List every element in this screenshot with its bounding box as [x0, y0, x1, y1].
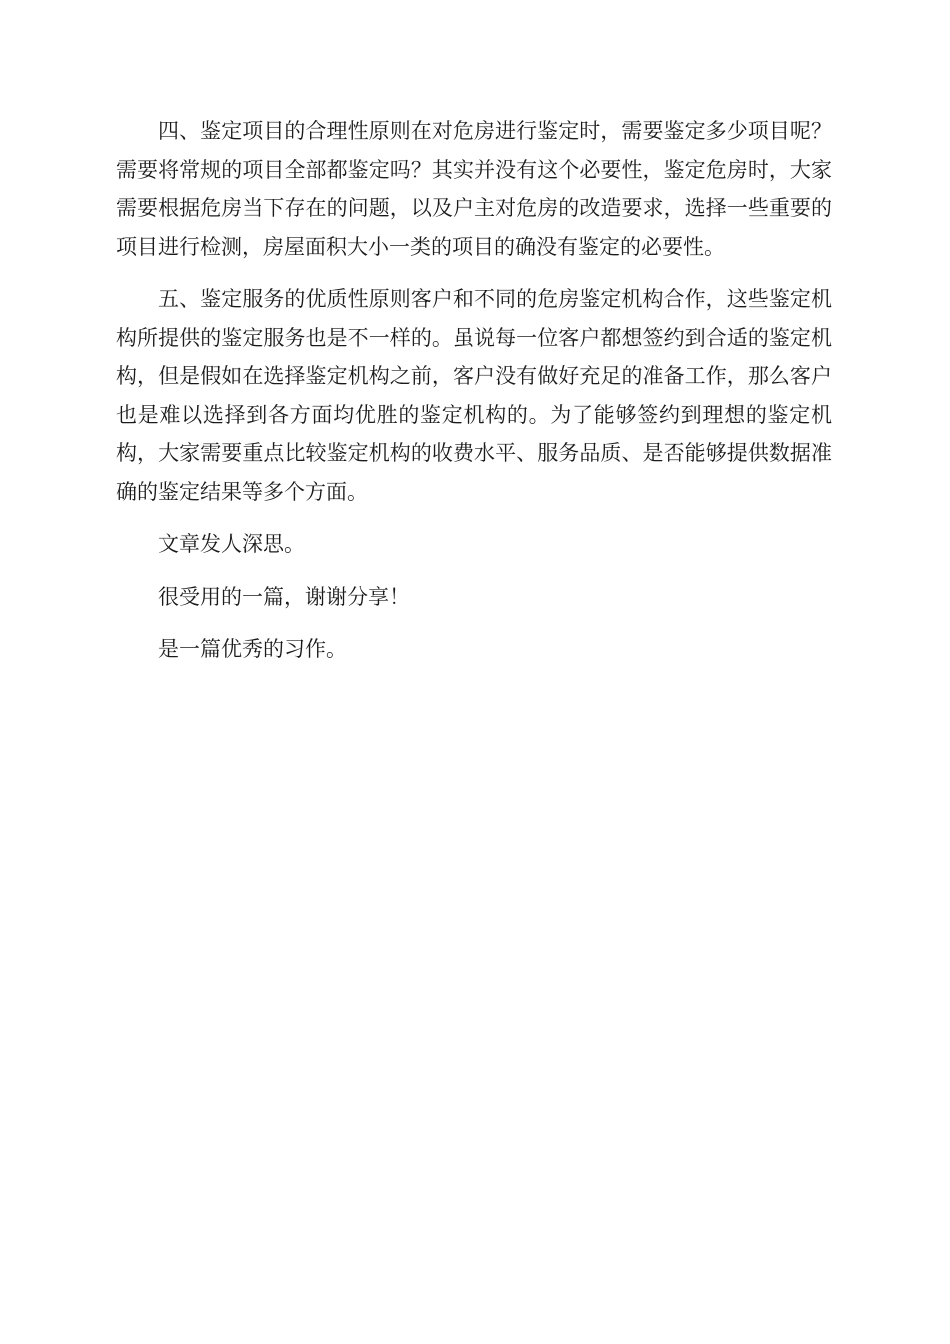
paragraph-section-five: 五、鉴定服务的优质性原则客户和不同的危房鉴定机构合作，这些鉴定机构所提供的鉴定服务也是不一样的。虽说每一位客户都想签约到合适的鉴定机构，但是假如在选择鉴定机构之前，客户没有做好充足的准备工作，那么客户也是难以选择到各方面均优胜的鉴定机构的。为了能够签约到理想的鉴定机构，大家需要重点比较鉴定机构的收费水平、服务品质、是否能够提供数据准确的鉴定结果等多个方面。: [116, 287, 832, 504]
document-body: [116, 112, 832, 683]
comment-line: 是一篇优秀的习作。: [158, 637, 347, 661]
comment-line: 文章发人深思。: [158, 532, 305, 556]
paragraph-section-four: 四、鉴定项目的合理性原则在对危房进行鉴定时，需要鉴定多少项目呢？需要将常规的项目全部都鉴定吗？其实并没有这个必要性，鉴定危房时，大家需要根据危房当下存在的问题，以及户主对危房的改造要求，选择一些重要的项目进行检测，房屋面积大小一类的项目的确没有鉴定的必要性。: [116, 119, 832, 259]
comment-line: 很受用的一篇，谢谢分享！: [158, 584, 410, 609]
